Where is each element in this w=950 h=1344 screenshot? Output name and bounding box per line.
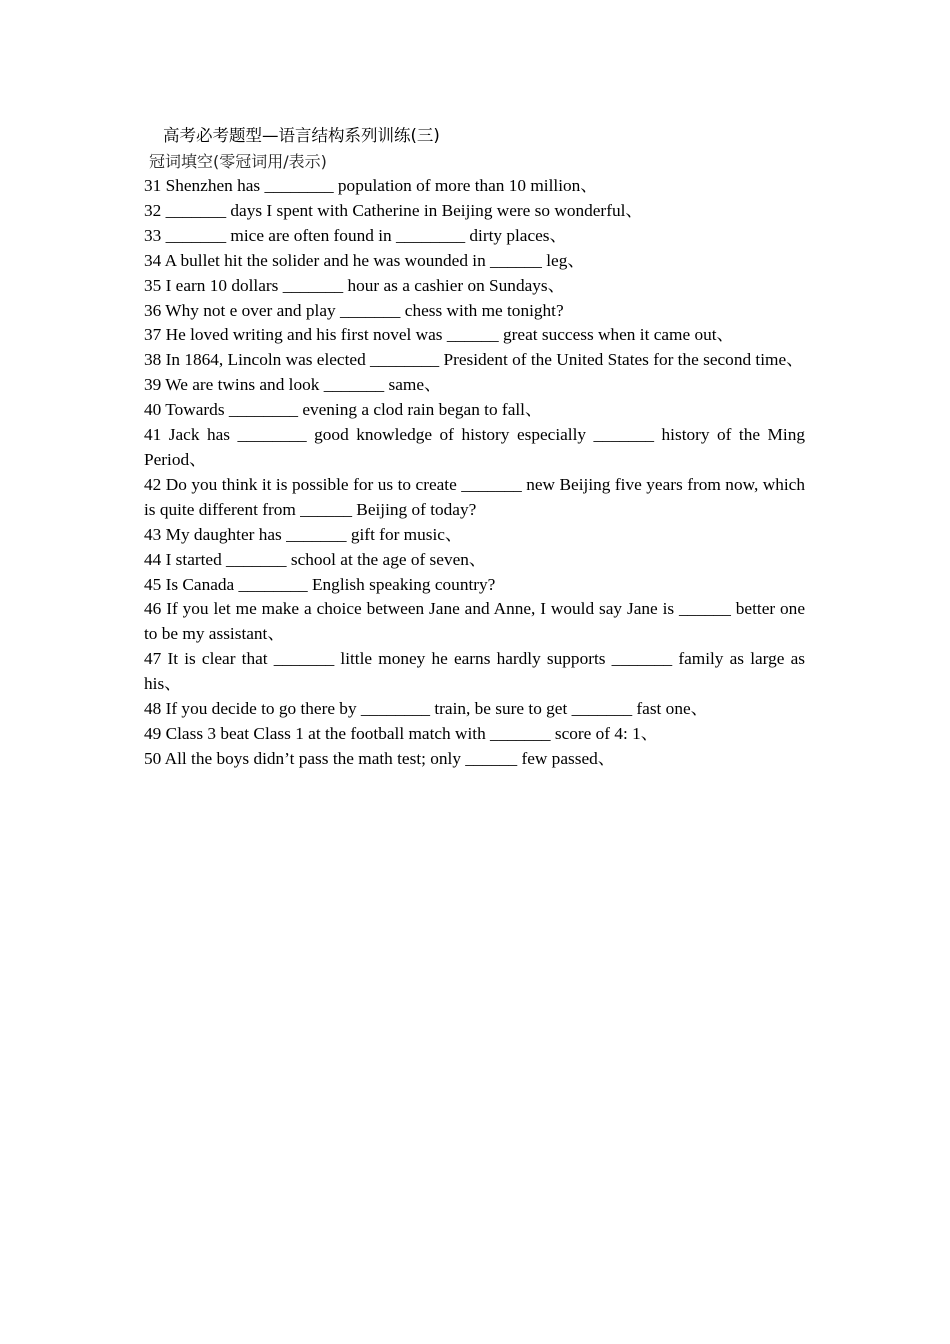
question-45: 45 Is Canada ________ English speaking country? <box>144 574 496 594</box>
question-48: 48 If you decide to go there by ________ train, be sure to get _______ fast one、 <box>144 699 708 719</box>
question-32: 32 _______ days I spent with Catherine in Beijing were so wonderful、 <box>144 200 643 220</box>
question-38: 38 In 1864, Lincoln was elected ________ President of the United States for the second time、 <box>144 350 804 370</box>
question-43: 43 My daughter has _______ gift for music、 <box>144 524 463 544</box>
question-40: 40 Towards ________ evening a clod rain began to fall、 <box>144 400 543 420</box>
question-36: 36 Why not e over and play _______ chess with me tonight? <box>144 300 564 320</box>
question-31: 31 Shenzhen has ________ population of more than 10 million、 <box>144 176 598 195</box>
question-35: 35 I earn 10 dollars _______ hour as a cashier on Sundays、 <box>144 275 565 295</box>
question-34: 34 A bullet hit the solider and he was wounded in ______ leg、 <box>144 250 585 270</box>
question-41: 41 Jack has ________ good knowledge of history especially _______ history of the Ming Period、 <box>144 425 805 469</box>
question-50: 50 All the boys didn’t pass the math test; only ______ few passed、 <box>144 748 616 768</box>
question-49: 49 Class 3 beat Class 1 at the football match with _______ score of 4: 1、 <box>144 723 659 743</box>
worksheet-page <box>144 122 805 772</box>
worksheet-title: 高考必考题型—语言结构系列训练(三) <box>163 126 440 145</box>
question-39: 39 We are twins and look _______ same、 <box>144 375 442 395</box>
question-33: 33 _______ mice are often found in ________ dirty places、 <box>144 225 567 245</box>
section-heading: 冠词填空(零冠词用/表示) <box>149 152 327 171</box>
question-37: 37 He loved writing and his first novel was ______ great success when it came out、 <box>144 325 734 345</box>
question-47: 47 It is clear that _______ little money he earns hardly supports _______ family as large as his、 <box>144 649 805 694</box>
question-46: 46 If you let me make a choice between Jane and Anne, I would say Jane is ______ better one to be my assistant、 <box>144 599 805 644</box>
question-42: 42 Do you think it is possible for us to create _______ new Beijing five years from now, which is quite different from ______ Beijing of today? <box>144 474 805 519</box>
question-44: 44 I started _______ school at the age of seven、 <box>144 549 487 569</box>
